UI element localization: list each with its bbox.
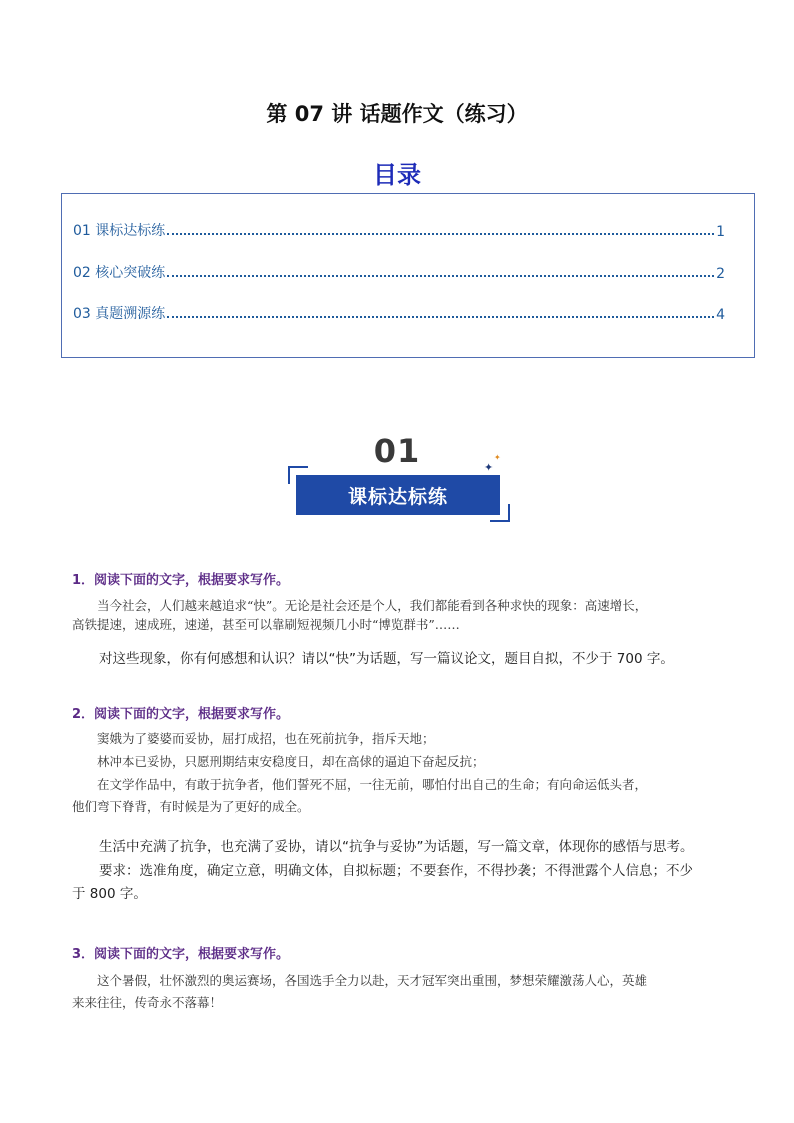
task-line: 对这些现象，你有何感想和认识？请以“快”为话题，写一篇议论文，题目自拟，不少于 700 字。 — [99, 651, 674, 667]
prompt-line: 当今社会，人们越来越追求“快”。无论是社会还是个人，我们都能看到各种求快的现象：高速增长， — [97, 598, 648, 613]
sparkle-icon: ✦ — [494, 453, 501, 462]
toc-item[interactable] — [73, 220, 725, 240]
page-title: 第 07 讲 话题作文（练习） — [266, 102, 528, 126]
task-line: 于 800 字。 — [72, 886, 147, 903]
question-prompt — [72, 970, 722, 1014]
sparkle-icon: ✦ — [484, 461, 494, 474]
toc-leader — [167, 232, 714, 235]
prompt-line: 在文学作品中，有敢于抗争者，他们誓死不屈，一往无前，哪怕付出自己的生命；有向命运低头者， — [97, 776, 648, 792]
toc-item-page: 4 — [716, 307, 725, 323]
toc-leader — [167, 315, 714, 318]
toc-item-label: 03 真题溯源练 — [73, 306, 166, 322]
prompt-line: 窦娥为了婆婆而妥协，屈打成招，也在死前抗争，指斥天地； — [97, 731, 435, 746]
question-title: 2．阅读下面的文字，根据要求写作。 — [72, 707, 290, 722]
toc-item-label: 01 课标达标练 — [73, 223, 166, 239]
question-prompt — [72, 730, 722, 817]
table-of-contents — [61, 193, 755, 358]
section-badge: 课标达标练 — [296, 475, 500, 515]
section-number: 01 — [373, 432, 421, 470]
prompt-line: 林冲本已妥协，只愿刑期结束安稳度日，却在高俅的逼迫下奋起反抗； — [97, 753, 485, 769]
toc-item[interactable] — [73, 303, 725, 323]
question-title: 3．阅读下面的文字，根据要求写作。 — [72, 947, 290, 962]
toc-item-page: 2 — [716, 266, 725, 282]
question-prompt — [72, 597, 722, 635]
question-task — [72, 649, 722, 669]
question-title: 1．阅读下面的文字，根据要求写作。 — [72, 573, 290, 588]
prompt-line: 高铁提速，速成班，速递，甚至可以靠刷短视频几小时“博览群书”…… — [72, 616, 460, 632]
task-line: 要求：选准角度，确定立意，明确文体，自拟标题；不要套作，不得抄袭；不得泄露个人信息；不少 — [99, 862, 693, 879]
question-task — [72, 836, 722, 907]
toc-item-label: 02 核心突破练 — [73, 265, 166, 281]
prompt-line: 他们弯下脊背，有时候是为了更好的成全。 — [72, 799, 310, 815]
task-line: 生活中充满了抗争，也充满了妥协，请以“抗争与妥协”为话题，写一篇文章，体现你的感悟与思考。 — [99, 839, 694, 855]
toc-leader — [167, 274, 714, 277]
prompt-line: 来来往往，传奇永不落幕！ — [72, 994, 223, 1010]
toc-item-page: 1 — [716, 224, 725, 240]
prompt-line: 这个暑假，壮怀激烈的奥运赛场，各国选手全力以赴，天才冠军突出重围，梦想荣耀激荡人心，英雄 — [97, 973, 648, 988]
toc-heading: 目录 — [373, 161, 421, 189]
toc-item[interactable] — [73, 262, 725, 282]
